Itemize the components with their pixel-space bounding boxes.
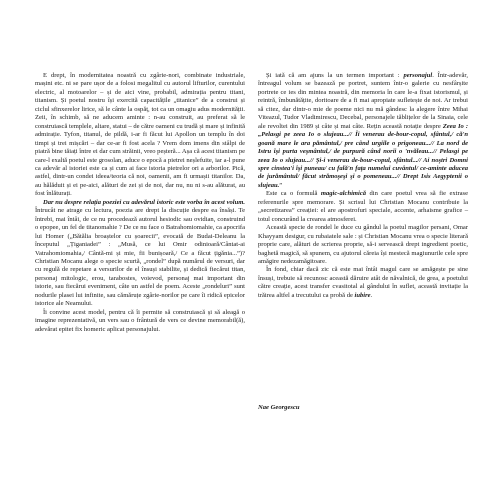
paragraph-text: Este ca o formulă <box>266 190 321 198</box>
paragraph-text: din care poetul vrea să fie extrase referenurile spre memorare. Și scrisul lui Christian Mocanu contribuie la „secretizarea” creației: el are apostrofuri speciale, accente, arhaisme grafice – totul concurând la crearea atmosferei. <box>258 190 468 223</box>
paragraph-text: În fond, chiar dacă zic că este mai întâi magul care se amăgește pe sine însuși, trebuie să recunosc această dăruire atât de năvalnică, de grea, a poetului către creație, acest transfer cvasitotal al gândului în suflet, această invitație la trăirea altfel a trecutului ca probă de <box>258 266 468 299</box>
paragraph-text: . <box>370 291 373 299</box>
paragraph-text: Întrucât ne atrage cu lectura, poezia are drept la discuție despre ea însăși. Te întrebi, mai întâi, de ce nu procedează autorul hesiodic sau ovidian, construind o epopee, un fel de titanomahie ? De ce nu face o Batrahomiomahie, ca apocrifa lui Homer („Bătălia broaștelor cu șoarecii”, evocată de Budai-Deleanu la începutul „Țiganiadei” : „Musă, ce lui Omir odinioară/Cântat-ai Vatrahomiomahia,/ Cântă-mi și mie, fii bunișoară,/ Ce a făcut țigănia...”)? Christian Mocanu alege o specie scurtă, „rondel” după numărul de versuri, dar cu regulă de repetare a versurilor de el însuși stabilite, și dedică fiecărui titan, personaj mitologic, erou, tarabostes, voievod, personaj mai important din istorie, sau fiecărui eveniment, câte un astfel de poem. Aceste „rondeluri” sunt nodurile plasei lui infinite, sau cămăruțe zgârie-norilor pe care îi ridică epicelor istorice ale Neamului. <box>35 207 245 308</box>
left-column <box>35 72 245 334</box>
paragraph <box>258 190 468 224</box>
paragraph <box>258 72 468 190</box>
emphasis-text: Dar nu despre relația poeziei cu adevărul istoric este vorba în acest volum. <box>43 198 245 206</box>
paragraph-text: . Într-adevăr, întreagul volum se bazează pe portret, suntem într-o galerie cu nesfârșite portrete ce ies din mintea noastră, din memoria în care le-a fixat istorismul, și reintră, îmbunătățite, doritoare de a fi mai apropiate sufletește de noi. Ar trebui să citez, dar dintr-o mie de poeme nici nu mă gândesc la alegere între Mihai Viteazul, Tudor Vladimirescu, Decebal, personajele tăblițelor de la Sinaia, cele ale revoltei din 1989 și câte și mai câte. Rețin această notație despre <box>258 72 468 130</box>
paragraph <box>35 199 245 309</box>
paragraph <box>35 72 245 199</box>
paragraph-text: Această specie de rondel le duce cu gândul la poetul magilor persani, Omar Khayyam desigur, cu rubaiatele sale : și Christian Mocanu vrea o specie literară proprie care, alături de scrierea proprie, să-i servească drept ingredient poetic, baghetă magică, să spunem, cu ajutorul căreia își mestecă magiunurile cele spre amăgire nedezamăgitoare. <box>258 224 468 265</box>
paragraph <box>258 224 468 266</box>
quote-text: : „Pelasgi pe zeea Io o slujeau...// Îi venerau de-bour-copul, sfântul,/ că'n goană mare le ara pământul,/ pre când urgiile o prigoneau...// La nord de Istru îşi purta veşmântul,/ de purpură când norii o 'nvăleau...// Pelasgi pe zeea Io o slujeau...// Şi-i venerau de-bour-copul, sfântul...// Ai noştri Domni spre cinstea'i îşi puneau/ cu fală'n faţa numelui cuvântul/ ce-aminte aducea de jurământul/ făcut strămoşeşi şi o pomeneau...// Drept Isis Aegyptenii o slujeau. <box>258 122 468 189</box>
emphasis-text: iubire <box>354 291 371 299</box>
emphasis-text: Zeea Io <box>442 122 464 130</box>
paragraph-text: E drept, în modernitatea noastră cu zgârie-nori, combinate industriale, mașini etc. ni se pare ușor de a folosi megalitul cu autorul lifturilor, curentului electric, al motoarelor – și de aici vine, probabil, admirația pentru titani, titanism. Și poetul nostru își exercită capacitățile „titanice” de a construi și ciclul sfinxerelor lirice, să le cânte la ospăț, tot ca un omagiu adus modernității. Zeii, în schimb, să ne aducem aminte : n-au construit, au preferat să le construiască templele, altare, statui – de către oameni cu trudă și mare și infinită admirație. Tyfon, titanul, de pildă, i-ar fi făcut lui Apollon un templu în doi timpi și trei mișcări – dar ce-ar fi fost acela ? Vrem dom imens din stâlpi de piatră bine tăiați între ei dar cum străinii, vreo peșteră... Așa că acest titanism pe care-l exaltă poetul este grosolan, aduce o epocă a pietrei neșlefuite, iar a-l pune ca adevăr al istoriei este ca și cum ai face istoria pietrelor ori a arborilor. Pică, astfel, dintr-un condei ideea/teoria că noi, oamenii, am fi urmașii titanilor. Da, au hălăduit și ei pe-aici, alături de zei și de noi, dar nu, nu ni s-au alăturat, au fost înlăturați. <box>35 72 245 198</box>
paragraph <box>258 266 468 300</box>
author-signature: Nae Georgescu <box>258 404 300 411</box>
emphasis-text: personajul <box>403 72 433 79</box>
emphasis-text: magic-alchimică <box>320 190 367 198</box>
paragraph <box>35 309 245 334</box>
paragraph-text: Îi convine acest model, pentru că îi permite să construiască și să aleagă o imagine reprezentativă, un vers sau o frântură de vers ce devine memorabil(ă), adevărat epitet fix homeric aplicat personajului. <box>35 308 245 333</box>
paragraph-text: Și iată că am ajuns la un termen important : <box>266 72 404 79</box>
right-column <box>258 72 468 300</box>
paragraph-text: ” <box>279 181 283 189</box>
